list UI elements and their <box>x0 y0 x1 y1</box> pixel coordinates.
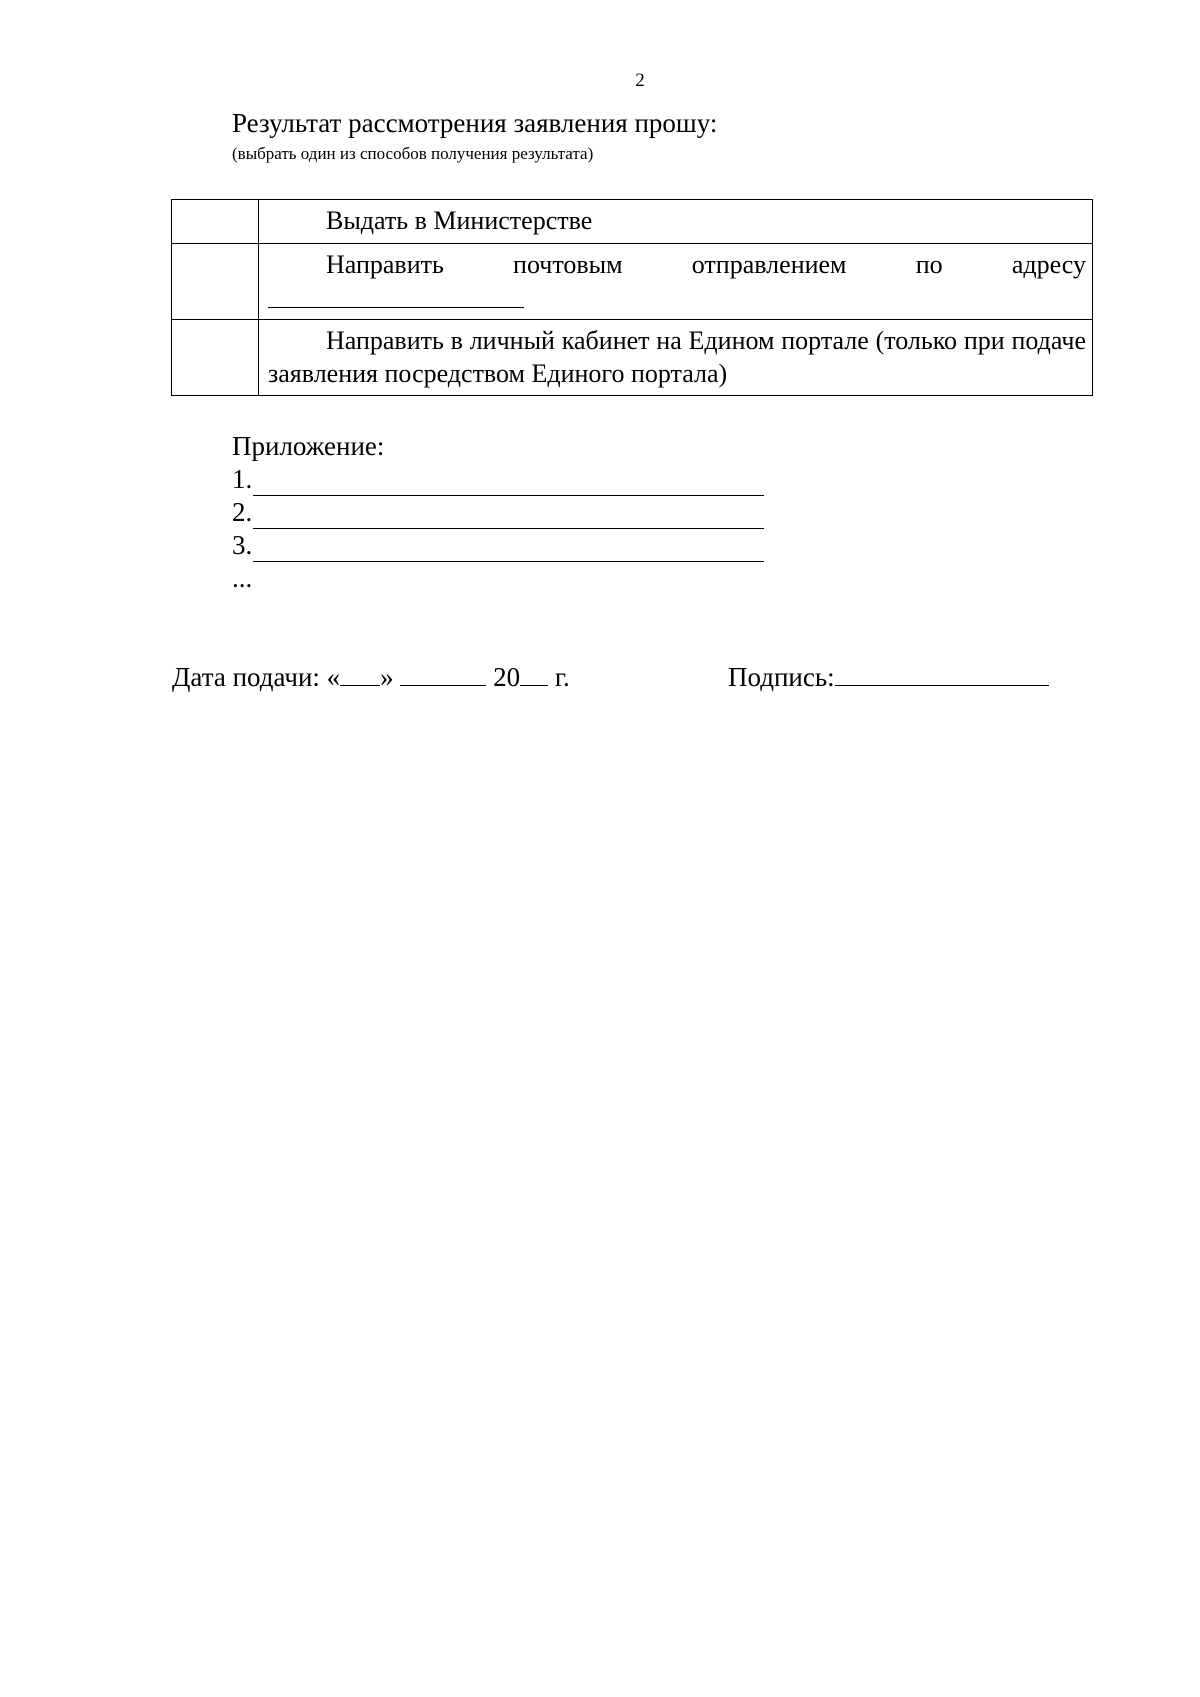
selection-hint: (выбрать один из способов получения результата) <box>232 144 594 163</box>
signature-block <box>728 660 1049 694</box>
footer-row <box>172 660 1092 694</box>
attachment-number: 3. <box>232 530 253 560</box>
year-field[interactable] <box>520 661 548 686</box>
year-prefix: 20 <box>493 662 521 692</box>
attachment-number: 2. <box>232 497 253 527</box>
option-label-ministry: Выдать в Министерстве <box>326 206 593 235</box>
option-label-portal: Направить в личный кабинет на Едином портале (только при подаче заявления посредством Единого портала) <box>268 326 1086 388</box>
attachment-number: 1. <box>232 464 253 494</box>
option-row-portal <box>172 320 1093 396</box>
signature-label: Подпись: <box>728 662 835 692</box>
attachments-section <box>232 430 764 595</box>
month-field[interactable] <box>400 661 486 686</box>
section-heading: Результат рассмотрения заявления прошу: <box>232 108 718 138</box>
result-options-table <box>171 199 1093 396</box>
option-row-ministry <box>172 200 1093 244</box>
option-text-ministry <box>259 200 1093 244</box>
signature-field[interactable] <box>835 661 1049 686</box>
mail-word: по <box>915 250 943 279</box>
page-number: 2 <box>635 70 645 91</box>
attachment-field[interactable] <box>253 502 764 529</box>
option-text-mail <box>259 244 1093 320</box>
attachments-more: ... <box>232 563 253 593</box>
option-row-mail <box>172 244 1093 320</box>
year-suffix: г. <box>554 662 570 692</box>
attachments-label: Приложение: <box>232 431 385 461</box>
mail-word: отправлением <box>691 250 847 279</box>
date-label: Дата подачи: <box>172 662 320 692</box>
attachment-item <box>232 496 764 529</box>
open-quote: « <box>326 662 341 692</box>
attachment-field[interactable] <box>253 469 764 496</box>
attachment-field[interactable] <box>253 535 764 562</box>
close-quote: » <box>380 662 394 692</box>
address-field[interactable] <box>268 281 524 308</box>
option-checkbox-ministry[interactable] <box>172 200 259 244</box>
attachment-item <box>232 529 764 562</box>
option-checkbox-portal[interactable] <box>172 320 259 396</box>
mail-word: адресу <box>1011 250 1086 279</box>
mail-word: Направить <box>326 250 444 279</box>
option-text-portal <box>259 320 1093 396</box>
day-field[interactable] <box>340 661 380 686</box>
mail-word: почтовым <box>513 250 623 279</box>
attachment-item <box>232 463 764 496</box>
option-label-mail <box>268 248 1086 281</box>
option-checkbox-mail[interactable] <box>172 244 259 320</box>
